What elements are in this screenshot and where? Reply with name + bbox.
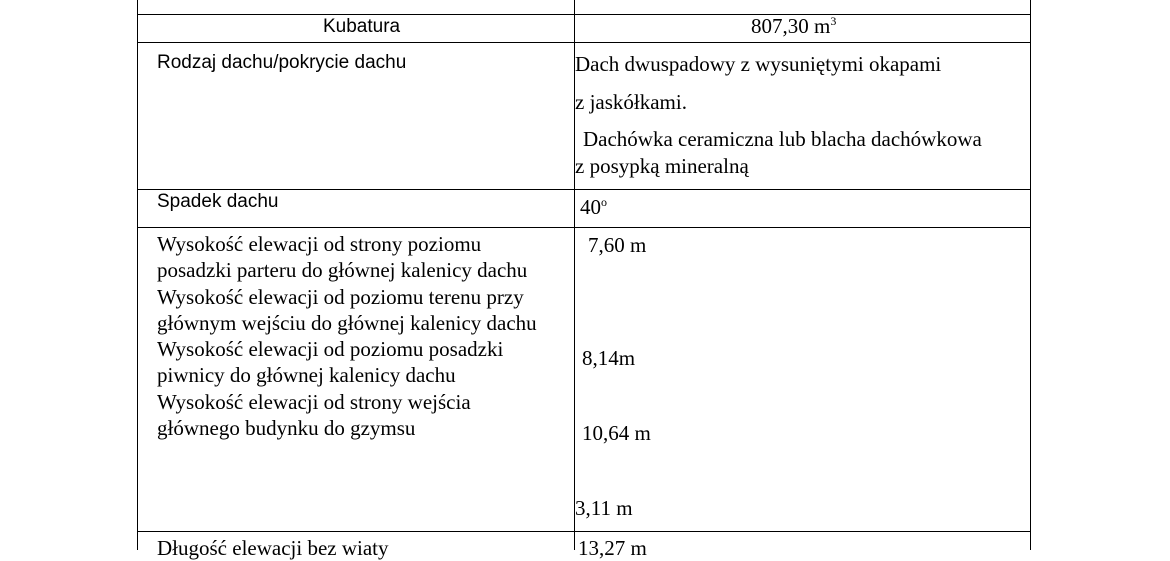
height-label-line: Wysokość elewacji od strony poziomu <box>157 232 482 256</box>
roof-slope-label: Spadek dachu <box>157 191 279 212</box>
table-border-left <box>137 0 138 550</box>
roof-type-value-line: Dachówka ceramiczna lub blacha dachówkowa <box>583 127 982 151</box>
height-label-line: piwnicy do głównej kalenicy dachu <box>157 363 456 387</box>
height-value: 8,14m <box>582 346 636 370</box>
roof-type-value-line: Dach dwuspadowy z wysuniętymi okapami <box>575 52 942 76</box>
height-label-line: Wysokość elewacji od poziomu terenu przy <box>157 285 524 309</box>
kubatura-value: 807,30 $m^3$ <box>751 14 837 38</box>
row-divider <box>137 531 1031 532</box>
height-label-line: głównym wejściu do głównej kalenicy dachu <box>157 311 537 335</box>
row-divider <box>137 14 1031 15</box>
row-divider <box>137 42 1031 43</box>
height-label-line: Wysokość elewacji od poziomu posadzki <box>157 337 504 361</box>
roof-type-value-line: z posypką mineralną <box>575 154 749 178</box>
table-border-middle <box>574 0 575 550</box>
length-value: 13,27 m <box>578 536 647 560</box>
height-value: 10,64 m <box>582 421 651 445</box>
kubatura-label: Kubatura <box>323 16 401 37</box>
roof-type-value-line: z jaskółkami. <box>575 90 687 114</box>
length-label: Długość elewacji bez wiaty <box>157 536 389 560</box>
height-label-line: posadzki parteru do głównej kalenicy dachu <box>157 258 528 282</box>
height-label-line: Wysokość elewacji od strony wejścia <box>157 390 471 414</box>
height-value: 3,11 m <box>575 496 633 520</box>
row-divider <box>137 227 1031 228</box>
height-value: 7,60 m <box>588 233 647 257</box>
roof-type-label: Rodzaj dachu/pokrycie dachu <box>157 52 407 73</box>
table-border-right <box>1030 0 1031 550</box>
height-label-line: głównego budynku do gzymsu <box>157 416 416 440</box>
roof-slope-value: 40$^o$ <box>580 195 607 219</box>
